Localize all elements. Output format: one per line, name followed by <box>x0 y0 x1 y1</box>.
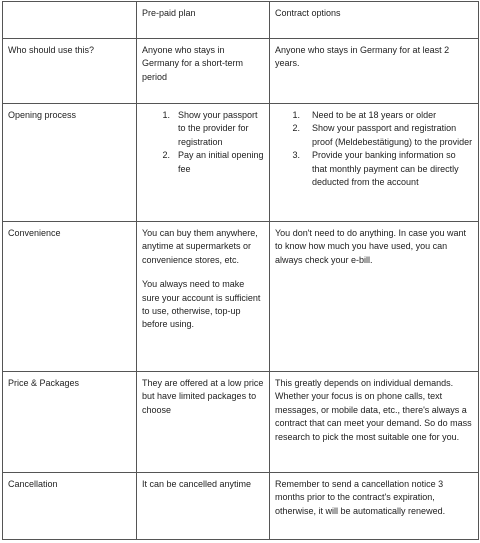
list-text: Show your passport and registration proof (Meldebestätigung) to the provider <box>312 123 473 147</box>
list-text: Pay an initial opening fee <box>178 150 264 174</box>
cell-text: Anyone who stays in Germany for at least 2 years. <box>275 45 450 69</box>
cell-text: It can be cancelled anytime <box>142 479 252 489</box>
list-text: Show your passport to the provider for registration <box>178 110 258 147</box>
table-row <box>3 222 479 372</box>
cell-text: You don't need to do anything. In case you want to know how much you have used, you can always check your e-bill. <box>275 228 467 265</box>
cell-text: Anyone who stays in Germany for a short-term period <box>142 45 244 82</box>
prepaid-cell <box>137 372 270 473</box>
list-number: 2. <box>162 150 170 161</box>
row-label: Convenience <box>3 222 137 372</box>
contract-cell <box>270 39 479 104</box>
table-row <box>3 104 479 222</box>
prepaid-cell <box>137 222 270 372</box>
header-row <box>3 2 479 39</box>
contract-cell <box>270 372 479 473</box>
prepaid-cell <box>137 104 270 222</box>
list-text: Provide your banking information so that monthly payment can be directly deducted from the account <box>312 150 459 188</box>
row-label: Who should use this? <box>3 39 137 104</box>
header-empty-cell <box>3 2 137 39</box>
table-row <box>3 39 479 104</box>
table-row <box>3 473 479 540</box>
cell-text: You always need to make sure your account is sufficient to use, otherwise, top-up before using. <box>142 279 261 330</box>
header-prepaid-plan: Pre-paid plan <box>137 2 270 39</box>
contract-cell <box>270 222 479 372</box>
row-label: Opening process <box>3 104 137 222</box>
row-label: Price & Packages <box>3 372 137 473</box>
list-item <box>275 149 473 189</box>
row-label: Cancellation <box>3 473 137 540</box>
prepaid-cell <box>137 39 270 104</box>
list-number: 1. <box>292 110 300 120</box>
header-contract-options: Contract options <box>270 2 479 39</box>
contract-cell <box>270 473 479 540</box>
cell-text: Remember to send a cancellation notice 3 months prior to the contract's expiration, otherwise, it will be automatically renewed. <box>275 479 446 516</box>
contract-steps-list <box>275 109 473 189</box>
list-number: 2. <box>292 123 300 134</box>
list-number: 3. <box>292 150 300 161</box>
list-item <box>142 109 264 149</box>
list-item <box>275 122 473 149</box>
table-row <box>3 372 479 473</box>
comparison-table <box>2 1 479 540</box>
cell-text: They are offered at a low price but have limited packages to choose <box>142 378 264 415</box>
list-item <box>142 149 264 176</box>
cell-text: This greatly depends on individual demands. Whether your focus is on phone calls, text messages, or mobile data, etc., there's always a contract that can meet your demand. So do mass research to pick the most suitable one for you. <box>275 378 472 442</box>
prepaid-steps-list <box>142 109 264 176</box>
list-text: Need to be at 18 years or older <box>312 110 437 120</box>
prepaid-cell <box>137 473 270 540</box>
list-number: 1. <box>162 110 170 120</box>
cell-text: You can buy them anywhere, anytime at supermarkets or convenience stores, etc. <box>142 228 258 265</box>
contract-cell <box>270 104 479 222</box>
list-item <box>275 109 473 122</box>
